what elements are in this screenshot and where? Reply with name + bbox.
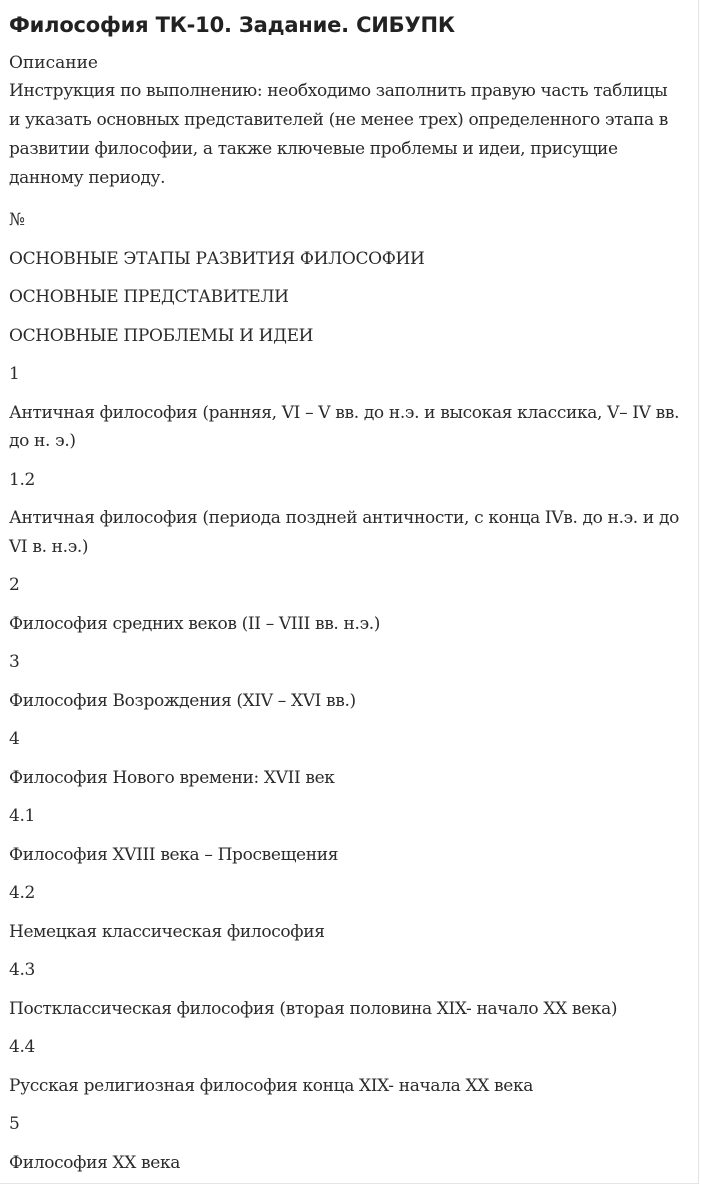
row-number-cell: 2	[9, 575, 20, 595]
document-content	[9, 9, 697, 1187]
row-number-cell: 4.1	[9, 806, 35, 826]
row-stage-cell: Постклассическая философия (вторая половина XIX- начало XX века)	[9, 998, 618, 1019]
row-number-cell: 3	[9, 652, 20, 672]
stages-table	[9, 206, 697, 1177]
row-stage-cell: Немецкая классическая философия	[9, 921, 325, 942]
header-problems-cell: ОСНОВНЫЕ ПРОБЛЕМЫ И ИДЕИ	[9, 325, 314, 346]
row-stage-cell: Философия Возрождения (XIV – XVI вв.)	[9, 690, 356, 711]
row-stage-cell: Античная философия (периода поздней античности, с конца IVв. до н.э. и до VI в. н.э.)	[9, 508, 679, 557]
row-number-cell: 4.2	[9, 883, 35, 903]
header-number-cell: №	[9, 210, 25, 230]
row-number-cell: 1	[9, 364, 20, 384]
row-stage-cell: Философия XX века	[9, 1152, 181, 1173]
row-stage-cell: Философия Нового времени: XVII век	[9, 767, 335, 788]
row-stage-cell: Философия XVIII века – Просвещения	[9, 844, 339, 865]
header-stages-cell: ОСНОВНЫЕ ЭТАПЫ РАЗВИТИЯ ФИЛОСОФИИ	[9, 248, 425, 269]
row-number-cell: 4	[9, 729, 20, 749]
row-stage-cell: Античная философия (ранняя, VI – V вв. до н.э. и высокая классика, V– IV вв. до н. э.)	[9, 402, 680, 451]
row-stage-cell: Русская религиозная философия конца XIX- начала XX века	[9, 1075, 534, 1096]
instruction-text: Инструкция по выполнению: необходимо заполнить правую часть таблицы и указать основных представителей (не менее трех) определенного этапа в развитии философии, а также ключевые проблемы и идеи, присущие данному периоду.	[9, 81, 669, 188]
row-number-cell: 1.2	[9, 469, 35, 490]
row-number-cell: 4.3	[9, 960, 35, 980]
row-number-cell: 5	[9, 1114, 20, 1134]
description-label: Описание	[9, 53, 98, 73]
page-title: Философия ТК-10. Задание. СИБУПК	[9, 13, 455, 37]
row-stage-cell: Философия средних веков (II – VIII вв. н.э.)	[9, 613, 381, 634]
row-number-cell: 4.4	[9, 1037, 35, 1057]
header-representatives-cell: ОСНОВНЫЕ ПРЕДСТАВИТЕЛИ	[9, 287, 289, 307]
